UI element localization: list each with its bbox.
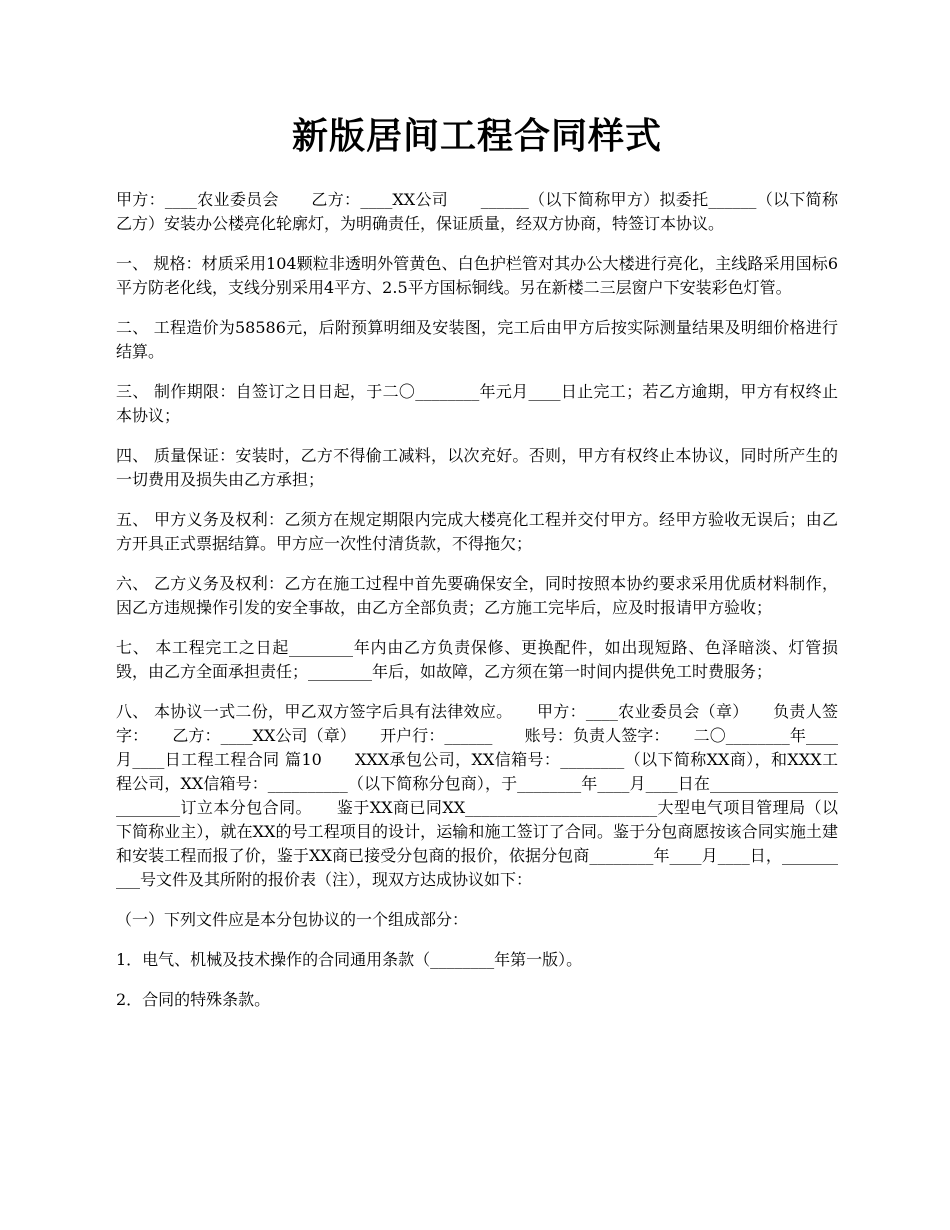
paragraph-specification: 一、 规格：材质采用104颗粒非透明外管黄色、白色护栏管对其办公大楼进行亮化，主线路采用国标6平方防老化线，支线分别采用4平方、2.5平方国标铜线。另在新楼二三层窗户下安装彩色灯管。 <box>116 254 838 297</box>
paragraph-documents-intro: （一）下列文件应是本分包协议的一个组成部分： <box>116 910 469 929</box>
paragraph-parties: 甲方：____农业委员会 乙方：____XX公司 ______（以下简称甲方）拟委托______（以下简称乙方）安装办公楼亮化轮廓灯，为明确责任，保证质量，经双方协商，特签订本协议。 <box>116 190 838 233</box>
paragraph-general-terms: 1．电气、机械及技术操作的合同通用条款（________年第一版）。 <box>116 950 583 969</box>
paragraph-cost: 二、 工程造价为58586元，后附预算明细及安装图，完工后由甲方后按实际测量结果及明细价格进行结算。 <box>116 318 838 361</box>
paragraph-party-a-duties: 五、 甲方义务及权利：乙须方在规定期限内完成大楼亮化工程并交付甲方。经甲方验收无误后；由乙方开具正式票据结算。甲方应一次性付清货款，不得拖欠； <box>116 510 838 553</box>
document-title: 新版居间工程合同样式 <box>291 115 662 157</box>
paragraph-special-terms: 2．合同的特殊条款。 <box>116 990 271 1009</box>
paragraph-quality: 四、 质量保证：安装时，乙方不得偷工减料，以次充好。否则，甲方有权终止本协议，同时所产生的一切费用及损失由乙方承担； <box>116 446 838 489</box>
paragraph-signatures-subcontract: 八、 本协议一式二份，甲乙双方签字后具有法律效应。 甲方：____农业委员会（章） 负责人签字： 乙方：____XX公司（章） 开户行：______ 账号：负责人签字： 二〇________年____月____日工程工程合同 篇10 XXX承包公司，XX信箱号：________（以下简称XX商），和XXX工程公司，XX信箱号：__________（以下简称分包商），于________年____月____日在________________________订立本分包合同。 鉴于XX商已同XX________________________大型电气项目管理局（以下简称业主），就在XX的号工程项目的设计，运输和施工签订了合同。鉴于分包商愿按该合同实施土建和安装工程而报了价，鉴于XX商已接受分包商的报价，依据分包商________年____月____日，__________号文件及其所附的报价表（注），现双方达成协议如下： <box>116 702 838 889</box>
paragraph-warranty: 七、 本工程完工之日起________年内由乙方负责保修、更换配件，如出现短路、色泽暗淡、灯管损毁，由乙方全面承担责任；________年后，如故障，乙方须在第一时间内提供免工时费服务； <box>116 638 838 681</box>
paragraph-deadline: 三、 制作期限：自签订之日日起，于二〇________年元月____日止完工；若乙方逾期，甲方有权终止本协议； <box>116 382 838 425</box>
paragraph-party-b-duties: 六、 乙方义务及权利：乙方在施工过程中首先要确保安全，同时按照本协约要求采用优质材料制作，因乙方违规操作引发的安全事故，由乙方全部负责；乙方施工完毕后，应及时报请甲方验收； <box>116 574 838 617</box>
